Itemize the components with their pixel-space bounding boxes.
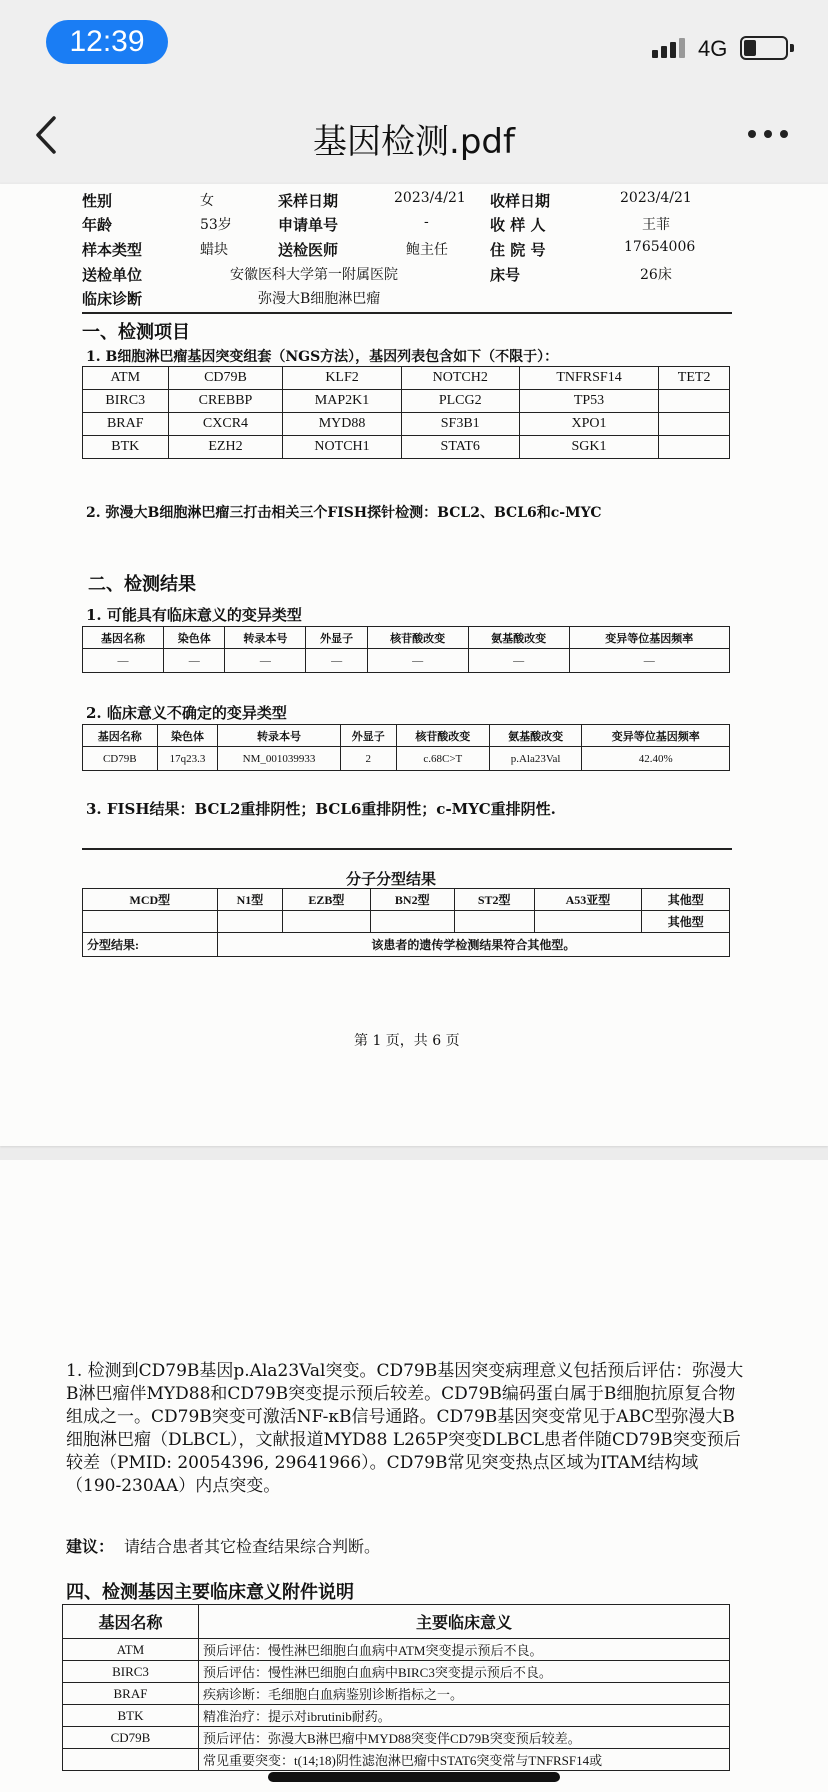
gene-cell: NOTCH1 (283, 436, 401, 459)
table-row (63, 1683, 730, 1705)
empty-cell (217, 911, 282, 933)
column-header: 其他型 (642, 889, 730, 911)
result-cell: NM_001039933 (218, 747, 340, 771)
gene-cell: SF3B1 (401, 413, 519, 436)
interpretation-paragraph: 1. 检测到CD79B基因p.Ala23Val突变。CD79B基因突变病理意义包括预后评估：弥漫大B淋巴瘤伴MYD88和CD79B突变提示预后较差。CD79B编码蛋白属于B细胞抗原复合物组成之一。CD79B突变可激活NF-κB信号通路。CD79B基因突变常见于ABC型弥漫大B细胞淋巴瘤（DLBCL），文献报道MYD88 L265P突变DLBCL患者伴随CD79B突变预后较差（PMID: 20054396, 29641966）。CD79B常见突变热点区域为ITAM结构域（190-230AA）内点突变。 (66, 1361, 744, 1496)
info-label: 送检医师 (278, 241, 339, 259)
gene-cell (659, 413, 730, 436)
gene-name-cell: CD79B (63, 1727, 199, 1749)
gene-cell: XPO1 (519, 413, 658, 436)
clinical-meaning-cell: 预后评估：慢性淋巴细胞白血病中BIRC3突变提示预后不良。 (199, 1661, 730, 1683)
table-row (63, 1705, 730, 1727)
column-header: 转录本号 (225, 627, 306, 649)
fish-result: 3. FISH结果：BCL2重排阴性；BCL6重排阴性；c-MYC重排阴性. (86, 800, 556, 818)
column-header: 基因名称 (63, 1605, 199, 1639)
column-header: 染色体 (157, 725, 218, 747)
more-dot-icon (780, 130, 788, 138)
info-label: 采样日期 (278, 192, 339, 210)
gene-cell: MYD88 (283, 413, 401, 436)
gene-name-cell: BTK (63, 1705, 199, 1727)
table-row (83, 436, 730, 459)
gene-cell: SGK1 (519, 436, 658, 459)
more-dot-icon (764, 130, 772, 138)
result2-table (82, 724, 730, 771)
gene-cell: PLCG2 (401, 390, 519, 413)
molecular-title: 分子分型结果 (346, 870, 437, 888)
table-row (83, 390, 730, 413)
column-header: ST2型 (454, 889, 534, 911)
result-cell: — (367, 649, 468, 673)
info-value: - (424, 214, 429, 230)
gene-name-cell: ATM (63, 1639, 199, 1661)
pdf-page-2 (0, 1160, 828, 1792)
column-header: 变异等位基因频率 (569, 627, 729, 649)
gene-cell: TET2 (659, 367, 730, 390)
gene-cell: CD79B (168, 367, 283, 390)
info-value: 53岁 (200, 217, 232, 233)
section-title: 一、检测项目 (82, 322, 190, 343)
result-cell: 17q23.3 (157, 747, 218, 771)
empty-cell (370, 911, 454, 933)
result-cell: — (468, 649, 569, 673)
molecular-cell: 其他型 (642, 911, 730, 933)
clinical-table (62, 1604, 730, 1771)
result-cell: — (569, 649, 729, 673)
result-subtitle: 2. 临床意义不确定的变异类型 (86, 704, 287, 722)
result-cell: 2 (340, 747, 396, 771)
nav-bar (0, 90, 828, 182)
gene-cell: BTK (83, 436, 169, 459)
empty-cell (534, 911, 642, 933)
empty-cell (83, 911, 218, 933)
diagnosis-label: 临床诊断 (82, 290, 143, 308)
table-row (83, 413, 730, 436)
column-header: 主要临床意义 (199, 1605, 730, 1639)
column-header: N1型 (217, 889, 282, 911)
result-subtitle: 1. 可能具有临床意义的变异类型 (86, 606, 302, 624)
empty-cell (454, 911, 534, 933)
result-cell: 42.40% (582, 747, 730, 771)
result-cell: — (164, 649, 225, 673)
column-header: 基因名称 (83, 725, 158, 747)
divider (82, 848, 732, 850)
info-label: 收样日期 (490, 192, 551, 210)
gene-cell: BRAF (83, 413, 169, 436)
result-cell: — (83, 649, 164, 673)
test-item: 2. 弥漫大B细胞淋巴瘤三打击相关三个FISH探针检测：BCL2、BCL6和c-MYC (86, 505, 602, 521)
result-cell: — (306, 649, 367, 673)
column-header: 氨基酸改变 (468, 627, 569, 649)
advice-label: 建议： (66, 1537, 115, 1556)
info-value: 2023/4/21 (394, 190, 466, 206)
gene-cell: CXCR4 (168, 413, 283, 436)
gene-cell: ATM (83, 367, 169, 390)
more-button[interactable] (748, 130, 788, 138)
battery-tip (790, 44, 794, 52)
bed-value: 26床 (640, 267, 672, 283)
result-cell: — (225, 649, 306, 673)
gene-cell: NOTCH2 (401, 367, 519, 390)
clinical-meaning-cell: 疾病诊断：毛细胞白血病鉴别诊断指标之一。 (199, 1683, 730, 1705)
column-header: A53亚型 (534, 889, 642, 911)
more-dot-icon (748, 130, 756, 138)
info-value: 2023/4/21 (620, 190, 692, 206)
advice-text: 请结合患者其它检查结果综合判断。 (124, 1537, 381, 1556)
molecular-table (82, 888, 730, 957)
gene-name-cell: BRAF (63, 1683, 199, 1705)
column-header: 氨基酸改变 (489, 725, 582, 747)
info-label: 住 院 号 (490, 241, 546, 259)
diagnosis-value: 弥漫大B细胞淋巴瘤 (258, 291, 381, 307)
gene-cell: KLF2 (283, 367, 401, 390)
clinical-meaning-cell: 精准治疗：提示对ibrutinib耐药。 (199, 1705, 730, 1727)
bed-label: 床号 (490, 266, 521, 284)
column-header: 外显子 (306, 627, 367, 649)
network-type: 4G (698, 36, 728, 61)
unit-value: 安徽医科大学第一附属医院 (230, 267, 398, 283)
info-label: 收 样 人 (490, 216, 546, 234)
section-title: 二、检测结果 (88, 574, 196, 595)
divider (82, 312, 732, 314)
table-row (63, 1639, 730, 1661)
home-indicator[interactable] (268, 1772, 560, 1782)
table-row (83, 367, 730, 390)
gene-table (82, 366, 730, 459)
signal-icon (652, 38, 685, 58)
column-header: MCD型 (83, 889, 218, 911)
column-header: EZB型 (283, 889, 370, 911)
column-header: 核苷酸改变 (367, 627, 468, 649)
table-row (63, 1727, 730, 1749)
clinical-meaning-cell: 预后评估：弥漫大B淋巴瘤中MYD88突变伴CD79B突变预后较差。 (199, 1727, 730, 1749)
gene-cell: CREBBP (168, 390, 283, 413)
gene-cell: TNFRSF14 (519, 367, 658, 390)
gene-cell: TP53 (519, 390, 658, 413)
gene-name-cell: BIRC3 (63, 1661, 199, 1683)
clinical-meaning-cell: 预后评估：慢性淋巴细胞白血病中ATM突变提示预后不良。 (199, 1639, 730, 1661)
info-label: 样本类型 (82, 241, 143, 259)
info-value: 女 (200, 193, 214, 209)
pdf-page-1 (0, 184, 828, 1146)
info-label: 申请单号 (278, 216, 339, 234)
gene-cell: EZH2 (168, 436, 283, 459)
table-row (63, 1661, 730, 1683)
gene-cell (659, 390, 730, 413)
info-value: 鲍主任 (406, 242, 448, 258)
result-cell: c.68C>T (396, 747, 489, 771)
column-header: 染色体 (164, 627, 225, 649)
clinical-meaning-cell: 常见重要突变：t(14;18)阴性滤泡淋巴瘤中STAT6突变常与TNFRSF14或 (199, 1749, 730, 1771)
gene-cell: STAT6 (401, 436, 519, 459)
column-header: 变异等位基因频率 (582, 725, 730, 747)
document-title: 基因检测.pdf (313, 122, 515, 162)
unit-label: 送检单位 (82, 266, 143, 284)
result-cell: CD79B (83, 747, 158, 771)
molecular-result-value: 该患者的遗传学检测结果符合其他型。 (217, 933, 729, 957)
page-number: 第 1 页，共 6 页 (354, 1033, 460, 1049)
section-title: 四、检测基因主要临床意义附件说明 (66, 1582, 354, 1603)
status-bar (0, 0, 828, 90)
result1-table (82, 626, 730, 673)
test-item: 1. B细胞淋巴瘤基因突变组套（NGS方法），基因列表包含如下（不限于）： (86, 349, 559, 365)
table-row (63, 1749, 730, 1771)
column-header: 转录本号 (218, 725, 340, 747)
column-header: BN2型 (370, 889, 454, 911)
column-header: 基因名称 (83, 627, 164, 649)
info-value: 蜡块 (200, 242, 228, 258)
status-time: 12:39 (46, 20, 168, 64)
gene-cell: BIRC3 (83, 390, 169, 413)
column-header: 外显子 (340, 725, 396, 747)
gene-cell (659, 436, 730, 459)
gene-name-cell (63, 1749, 199, 1771)
battery-icon (740, 36, 788, 60)
empty-cell (283, 911, 370, 933)
result-cell: p.Ala23Val (489, 747, 582, 771)
info-label: 性别 (82, 192, 113, 210)
info-label: 年龄 (82, 216, 113, 234)
gene-cell: MAP2K1 (283, 390, 401, 413)
column-header: 核苷酸改变 (396, 725, 489, 747)
info-value: 17654006 (624, 239, 696, 255)
info-value: 王菲 (642, 217, 670, 233)
molecular-result-label: 分型结果: (83, 933, 218, 957)
